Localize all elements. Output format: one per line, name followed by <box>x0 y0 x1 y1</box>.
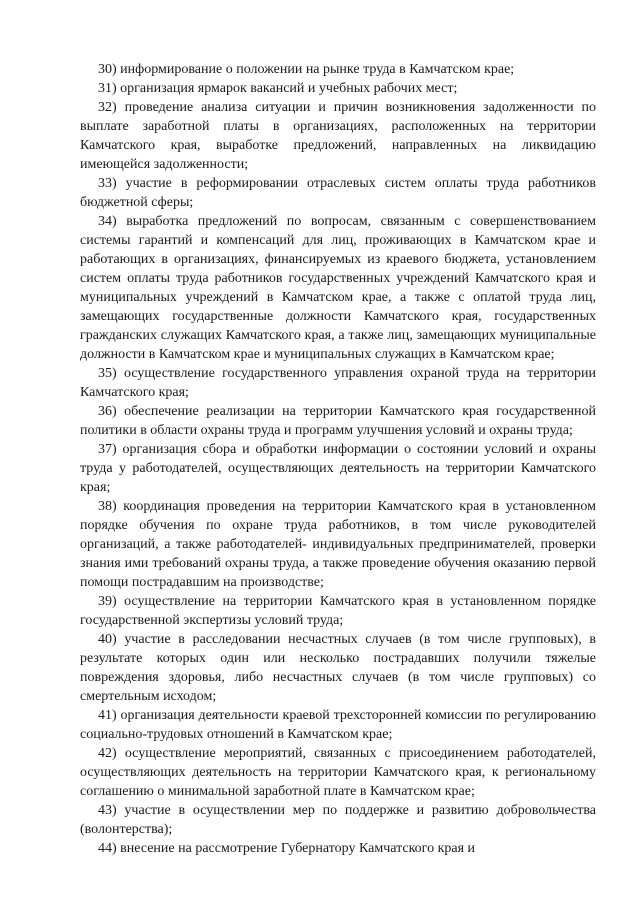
paragraph-item-30: 30) информирование о положении на рынке труда в Камчатском крае; <box>98 62 515 77</box>
paragraph-item-35: 35) осуществление государственного управления охраной труда на территории Камчатского края; <box>80 366 596 400</box>
paragraph-item-42: 42) осуществление мероприятий, связанных с присоединением работодателей, осуществляющих деятельность на территории Камчатского края, к региональному соглашению о минимальной заработной плате в Камчатском крае; <box>80 746 596 799</box>
paragraph-item-38: 38) координация проведения на территории Камчатского края в установленном порядке обучения по охране труда работников, в том числе руководителей организаций, а также работодателей- индивидуальных предпринимателей, проверки знания ими требований охраны труда, а также проведение обучения оказанию первой помощи пострадавшим на производстве; <box>80 499 596 590</box>
paragraph-item-44: 44) внесение на рассмотрение Губернатору Камчатского края и <box>98 841 476 856</box>
paragraph-item-43: 43) участие в осуществлении мер по поддержке и развитию добровольчества (волонтерства); <box>80 803 596 837</box>
paragraph-item-36: 36) обеспечение реализации на территории Камчатского края государственной политики в области охраны труда и программ улучшения условий и охраны труда; <box>80 404 596 438</box>
paragraph-item-41: 41) организация деятельности краевой трехсторонней комиссии по регулированию социально-трудовых отношений в Камчатском крае; <box>80 708 596 742</box>
paragraph-item-32: 32) проведение анализа ситуации и причин возникновения задолженности по выплате заработной платы в организациях, расположенных на территории Камчатского края, выработке предложений, направленных на ликвидацию имеющейся задолженности; <box>80 100 596 172</box>
paragraph-item-33: 33) участие в реформировании отраслевых систем оплаты труда работников бюджетной сферы; <box>80 176 596 210</box>
paragraph-item-39: 39) осуществление на территории Камчатского края в установленном порядке государственной экспертизы условий труда; <box>80 594 596 628</box>
paragraph-item-37: 37) организация сбора и обработки информации о состоянии условий и охраны труда у работодателей, осуществляющих деятельность на территории Камчатского края; <box>80 442 596 495</box>
document-page <box>80 60 596 858</box>
paragraph-item-34: 34) выработка предложений по вопросам, связанным с совершенствованием системы гарантий и компенсаций для лиц, проживающих в Камчатском крае и работающих в организациях, финансируемых из краевого бюджета, установлением систем оплаты труда работников государственных учреждений Камчатского края и муниципальных учреждений в Камчатском крае, а также с оплатой труда лиц, замещающих государственные должности Камчатского края, государственных гражданских служащих Камчатского края, а также лиц, замещающих муниципальные должности в Камчатском крае и муниципальных служащих в Камчатском крае; <box>80 214 596 362</box>
paragraph-item-31: 31) организация ярмарок вакансий и учебных рабочих мест; <box>98 81 458 96</box>
paragraph-item-40: 40) участие в расследовании несчастных случаев (в том числе групповых), в результате которых один или несколько пострадавших получили тяжелые повреждения здоровья, либо несчастных случаев (в том числе групповых) со смертельным исходом; <box>80 632 596 704</box>
